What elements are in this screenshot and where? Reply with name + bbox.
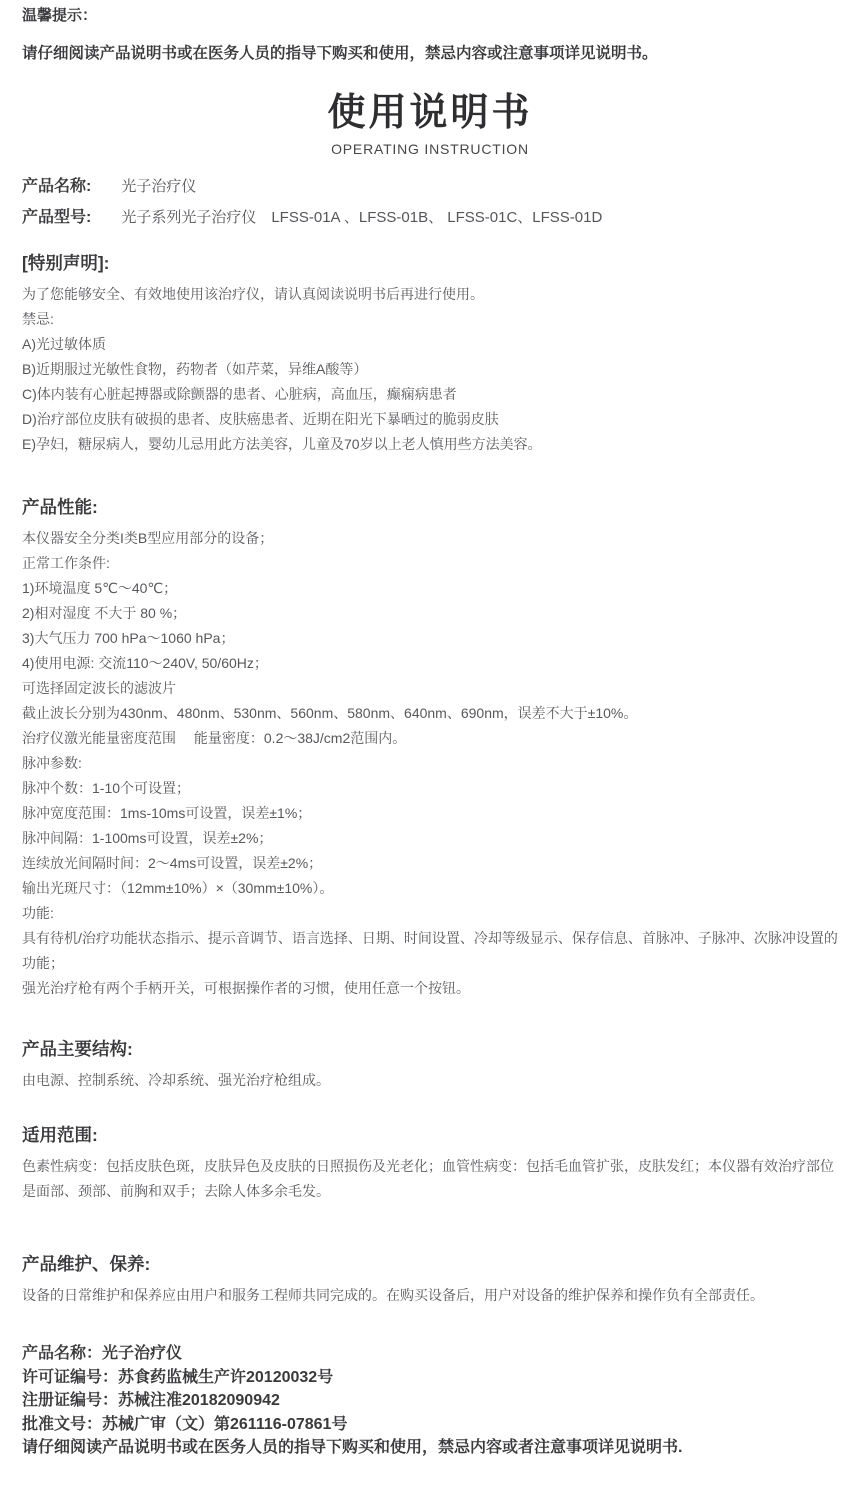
section-heading: 产品维护、保养: <box>22 1254 151 1274</box>
footer-registration <box>22 1342 838 1460</box>
text-line: 脉冲个数：1-10个可设置； <box>22 780 191 796</box>
text-line: D)治疗部位皮肤有破损的患者、皮肤癌患者、近期在阳光下暴晒过的脆弱皮肤 <box>22 411 499 427</box>
product-model-label: 产品型号: <box>22 209 92 226</box>
footer-line-license-number: 许可证编号：苏食药监械生产许20120032号 <box>22 1368 334 1386</box>
text-line: 截止波长分别为430nm、480nm、530nm、560nm、580nm、640nm、690nm，误差不大于±10%。 <box>22 705 638 721</box>
text-line: 强光治疗枪有两个手柄开关，可根据操作者的习惯，使用任意一个按钮。 <box>22 980 470 996</box>
footer-line-read-notice: 请仔细阅读产品说明书或在医务人员的指导下购买和使用，禁忌内容或者注意事项详见说明书. <box>22 1439 683 1456</box>
section-maintenance <box>22 1252 838 1308</box>
text-line: 为了您能够安全、有效地使用该治疗仪，请认真阅读说明书后再进行使用。 <box>22 286 484 302</box>
section-heading: 产品性能: <box>22 497 98 517</box>
text-line: 脉冲宽度范围：1ms-10ms可设置，误差±1%； <box>22 805 312 821</box>
text-line: E)孕妇，糖尿病人，婴幼儿忌用此方法美容，儿童及70岁以上老人慎用些方法美容。 <box>22 436 542 452</box>
text-line: 色素性病变：包括皮肤色斑，皮肤异色及皮肤的日照损伤及光老化；血管性病变：包括毛血管扩张，皮肤发红；本仪器有效治疗部位是面部、颈部、前胸和双手；去除人体多余毛发。 <box>22 1158 834 1199</box>
text-line: 连续放光间隔时间：2～4ms可设置，误差±2%； <box>22 855 323 871</box>
text-line: 3)大气压力 700 hPa～1060 hPa； <box>22 630 235 646</box>
top-notice-label: 温馨提示： <box>22 7 98 24</box>
text-line: A)光过敏体质 <box>22 336 106 352</box>
text-line: 输出光斑尺寸：（12mm±10%）×（30mm±10%）。 <box>22 880 334 896</box>
top-notice-text: 请仔细阅读产品说明书或在医务人员的指导下购买和使用，禁忌内容或注意事项详见说明书。 <box>22 45 658 62</box>
product-model-value: 光子系列光子治疗仪 LFSS-01A 、LFSS-01B、 LFSS-01C、LFSS-01D <box>121 209 603 226</box>
section-heading: [特别声明]: <box>22 253 110 273</box>
text-line: 具有待机/治疗功能状态指示、提示音调节、语言选择、日期、时间设置、冷却等级显示、保存信息、首脉冲、子脉冲、次脉冲设置的功能； <box>22 930 838 971</box>
text-line: 由电源、控制系统、冷却系统、强光治疗枪组成。 <box>22 1072 330 1088</box>
section-heading: 产品主要结构: <box>22 1039 133 1059</box>
text-line: C)体内装有心脏起搏器或除颤器的患者、心脏病，高血压，癫痫病患者 <box>22 386 457 402</box>
text-line: 正常工作条件: <box>22 555 110 571</box>
footer-line-product-name: 产品名称：光子治疗仪 <box>22 1345 183 1362</box>
section-product-performance <box>22 495 838 1001</box>
section-application-scope <box>22 1123 838 1204</box>
product-name-label: 产品名称: <box>22 178 92 195</box>
text-line: 脉冲间隔：1-100ms可设置，误差±2%； <box>22 830 273 846</box>
product-name-value: 光子治疗仪 <box>121 178 197 195</box>
section-special-statement <box>22 251 838 457</box>
text-line: 2)相对湿度 不大于 80 %； <box>22 605 187 621</box>
text-line: 可选择固定波长的滤波片 <box>22 680 176 696</box>
title-block <box>22 91 838 158</box>
text-line: 禁忌: <box>22 311 54 327</box>
footer-line-registration-number: 注册证编号：苏械注准20182090942 <box>22 1392 280 1409</box>
section-main-structure <box>22 1037 838 1093</box>
product-model-row <box>22 207 838 229</box>
text-line: B)近期服过光敏性食物，药物者（如芹菜，异维A酸等） <box>22 361 368 377</box>
text-line: 4)使用电源: 交流110～240V, 50/60Hz； <box>22 655 268 671</box>
footer-line-approval-number: 批准文号：苏械广审（文）第261116-07861号 <box>22 1415 348 1433</box>
product-info <box>22 176 838 229</box>
product-name-row <box>22 176 838 198</box>
text-line: 设备的日常维护和保养应由用户和服务工程师共同完成的。在购买设备后，用户对设备的维护保养和操作负有全部责任。 <box>22 1287 764 1303</box>
text-line: 脉冲参数: <box>22 755 82 771</box>
text-line: 1)环境温度 5℃～40℃； <box>22 580 178 596</box>
doc-subtitle: OPERATING INSTRUCTION <box>331 141 529 157</box>
section-heading: 适用范围: <box>22 1125 98 1145</box>
text-line: 本仪器安全分类I类B型应用部分的设备； <box>22 530 274 546</box>
text-line: 功能: <box>22 905 54 921</box>
text-line: 治疗仪激光能量密度范围 能量密度：0.2～38J/cm2范围内。 <box>22 730 407 746</box>
doc-title: 使用说明书 <box>327 92 533 134</box>
